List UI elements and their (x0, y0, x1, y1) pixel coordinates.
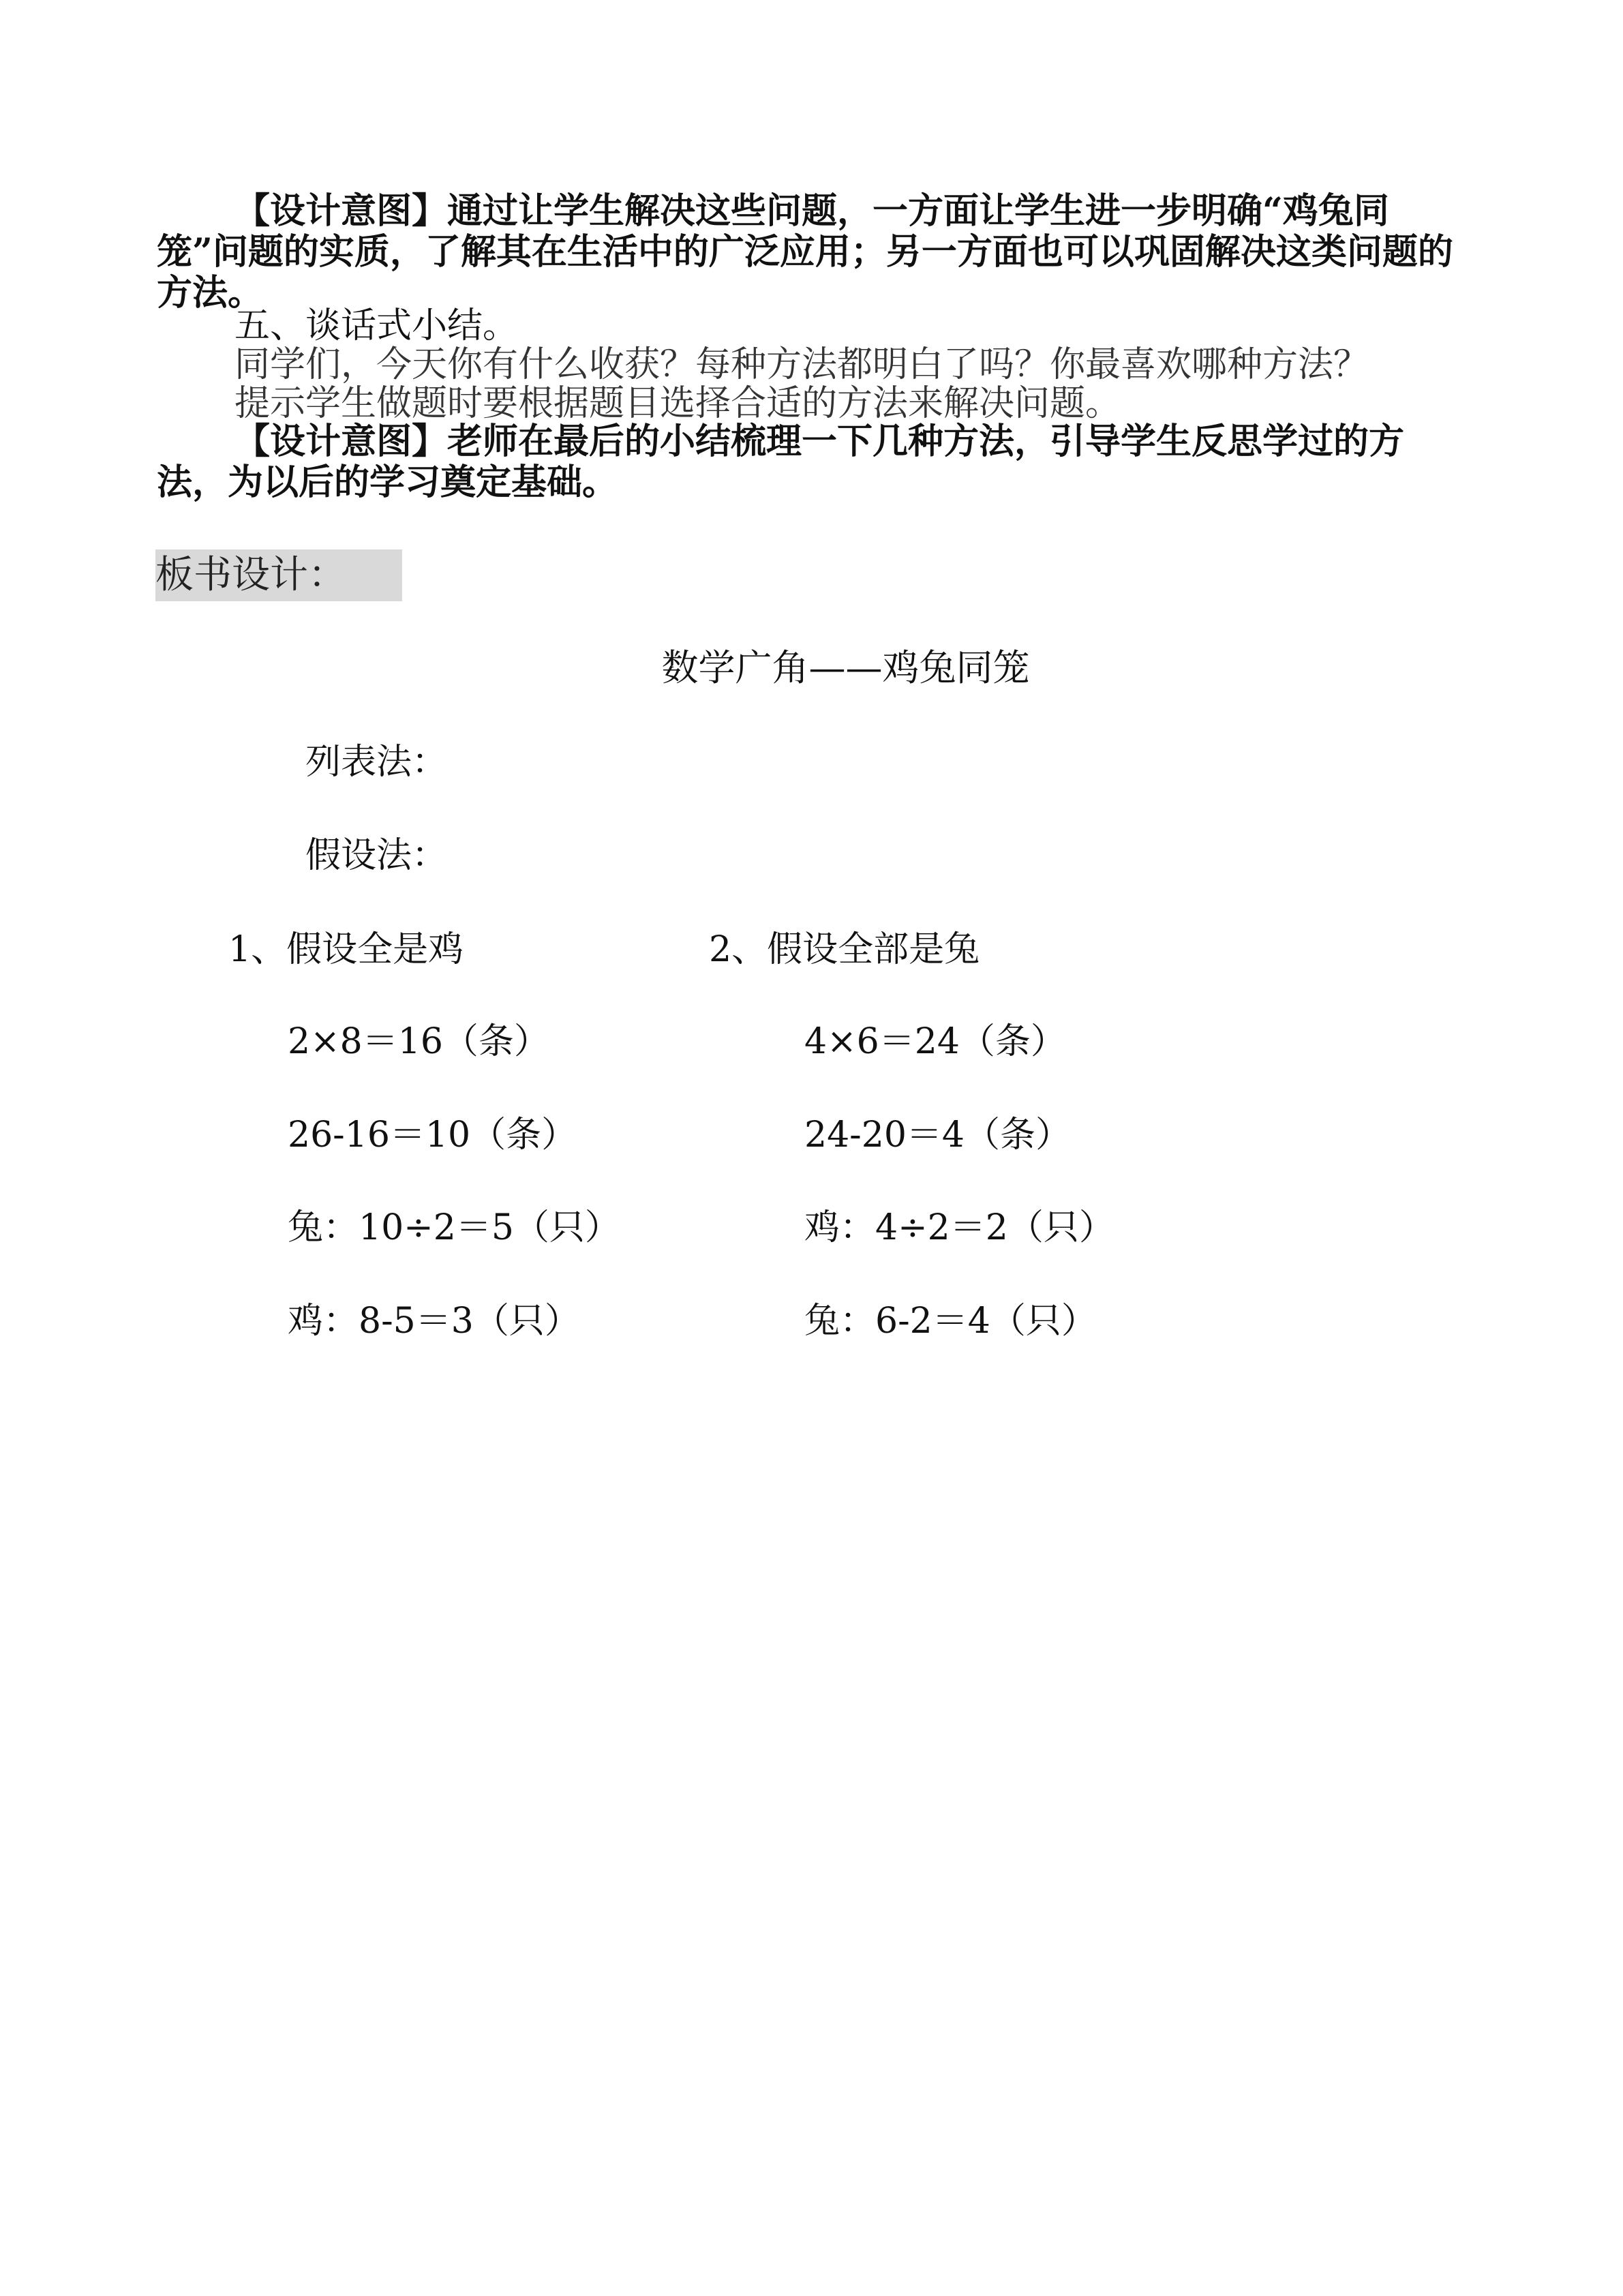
board-design-heading: 板书设计： (155, 549, 402, 601)
design-intent-paragraph-2 (157, 421, 1466, 503)
design-intent-text-1: 通过让学生解决这些问题，一方面让学生进一步明确“鸡兔同笼”问题的实质，了解其在生活中的广泛应用；另一方面也可以巩固解决这类问题的方法。 (157, 190, 1453, 314)
assume-all-rabbit-header: 2、假设全部是兔 (709, 929, 980, 970)
design-intent-label-1: 【设计意图】 (234, 190, 448, 232)
right-step-1: 4×6＝24（条） (804, 1021, 1066, 1062)
method-table: 列表法： (305, 742, 448, 783)
method-assumption: 假设法： (305, 835, 448, 876)
summary-question-line: 同学们，今天你有什么收获？每种方法都明白了吗？你最喜欢哪种方法？ (234, 344, 1369, 385)
right-step-2: 24-20＝4（条） (804, 1115, 1071, 1155)
design-intent-label-2: 【设计意图】 (234, 421, 448, 462)
assume-all-chicken-header: 1、假设全是鸡 (228, 929, 464, 970)
left-step-4: 鸡：8-5＝3（只） (288, 1301, 580, 1342)
left-step-3: 兔：10÷2＝5（只） (288, 1207, 620, 1248)
summary-hint-line: 提示学生做题时要根据题目选择合适的方法来解决问题。 (234, 383, 1121, 424)
right-step-4: 兔：6-2＝4（只） (804, 1301, 1097, 1342)
design-intent-paragraph-1 (157, 191, 1466, 314)
left-step-2: 26-16＝10（条） (288, 1115, 577, 1155)
board-title: 数学广角——鸡兔同笼 (661, 646, 1030, 689)
left-step-1: 2×8＝16（条） (288, 1021, 549, 1062)
section-5-heading: 五、谈话式小结。 (234, 305, 519, 346)
right-step-3: 鸡：4÷2＝2（只） (804, 1207, 1114, 1248)
design-intent-text-2: 老师在最后的小结梳理一下几种方法，引导学生反思学过的方法，为以后的学习奠定基础。 (157, 421, 1405, 503)
